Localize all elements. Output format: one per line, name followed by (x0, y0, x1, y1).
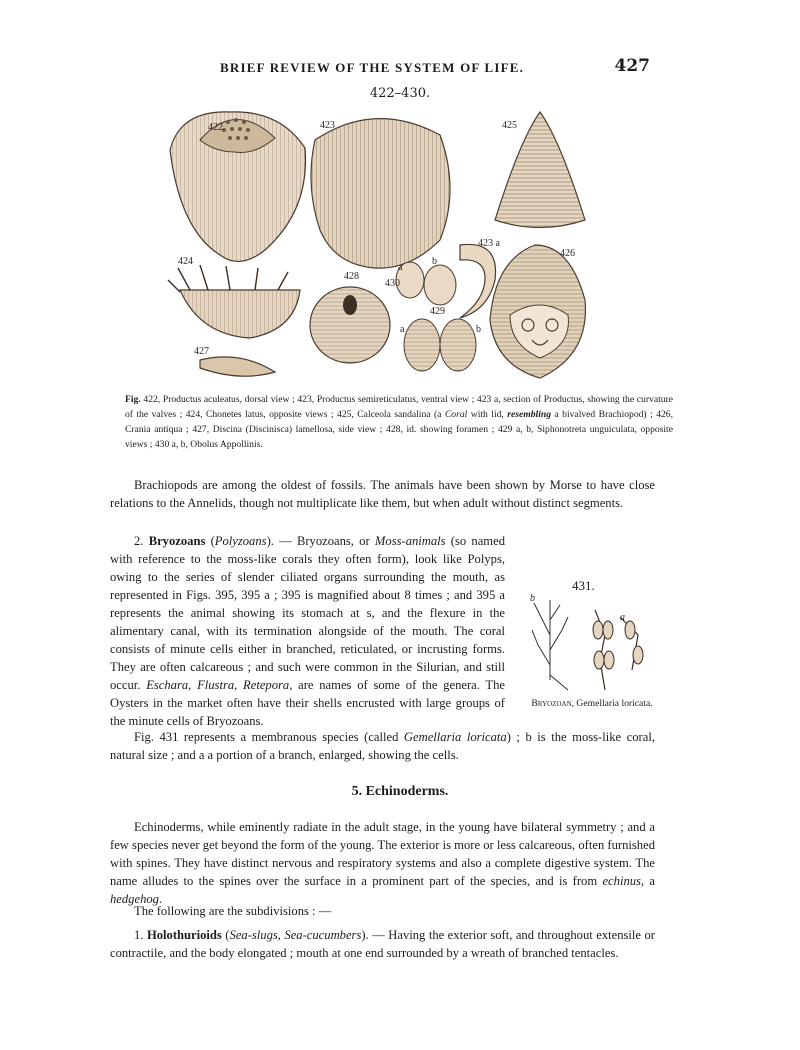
section-heading-echinoderms (0, 784, 800, 800)
fig-423-productus-semireticulatus (311, 119, 450, 268)
fig-number-429: 429 (430, 306, 445, 317)
fig-429-siphonotreta-unguiculata (404, 319, 476, 371)
bryozoans-alias: Polyzoans (214, 534, 267, 548)
echinoderms-text-2: , a (640, 874, 655, 888)
echinoderms-paragraph (110, 818, 655, 908)
caption-text-3: a bivalved Brachiopod) ; 426, Crania antiqua ; 427, Discina (Discinisca) lamellosa, side view ; 428, id. showing foramen ; 429 a, b, Siphonotreta unguiculata, opposite views ; 430 a, b, Obolus Appollinis. (125, 409, 673, 450)
bryozoans-number: 2. (134, 534, 144, 548)
hedgehog-term: hedgehog (110, 892, 159, 906)
fig-423a-productus-section (460, 244, 496, 318)
fig-letter-429b: b (476, 324, 481, 335)
plate-figure-label: 422–430. (369, 86, 431, 101)
fig-431-a-enlarged-branch (593, 610, 643, 690)
fig-number-423a: 423 a (478, 238, 500, 249)
fig-431-b-natural-size (532, 600, 568, 690)
fig-422-productus-aculeatus (170, 112, 306, 262)
bryozoans-alias-open: ( (205, 534, 215, 548)
plate-caption (125, 392, 673, 452)
echinoderms-text-3: . (158, 892, 163, 906)
bryozoans-text-2: are names of some of the genera. The Oysters in the market often have their shells encrusted with large groups of the minute cells of Bryozoans. (110, 678, 505, 728)
holothurioids-number: 1. (134, 928, 144, 942)
page-number: 427 (614, 56, 650, 76)
page-header (0, 56, 650, 80)
fig-431-caption-name: Bryozoan, (531, 698, 575, 709)
holothurioids-alias-close: ). (361, 928, 369, 942)
holothurioids-paragraph (110, 926, 655, 962)
fig-number-426: 426 (560, 248, 575, 259)
caption-text-1: 422, Productus aculeatus, dorsal view ; 423, Productus semireticulatus, ventral view ; 423 a, section of Productus, showing the curvature of the valves ; 424, Chonetes latus, opposite views ; 425, Calceola sandalina (a (125, 394, 673, 420)
echinoderms-text-1: Echinoderms, while eminently radiate in the adult stage, in the young have bilateral symmetry ; and a few species never get beyond the form of the young. The exterior is more or less calcareous, often furnished with spines. They have distinct nervous and respiratory systems and also a complete digestive system. The name alludes to the spines over the surface in a prominent part of the species, and is from (110, 820, 655, 888)
bryozoans-dash: — Bryozoans, or (273, 534, 375, 548)
fig-427-discina-side-view (200, 357, 275, 376)
fig-letter-430b: b (432, 256, 437, 267)
fig-424-chonetes-latus (168, 265, 300, 338)
fig-letter-429a: a (400, 324, 405, 335)
fig-number-425: 425 (502, 120, 517, 131)
fig-431-paragraph-species: Gemellaria loricata (403, 730, 507, 744)
fig-431-paragraph-text-1: Fig. 431 represents a membranous species (called (134, 730, 404, 744)
moss-animals-term: Moss-animals (374, 534, 446, 548)
fig-number-423: 423 (320, 120, 335, 131)
fig-428-discina-foramen (310, 287, 390, 363)
fig-number-422: 422 (208, 122, 223, 133)
holothurioids-alias-open: ( (221, 928, 230, 942)
fig-431-paragraph (110, 728, 655, 764)
section-number: 5. (351, 784, 363, 799)
fig-426-crania-antiqua (490, 245, 585, 378)
brachiopod-fossils-plate (160, 100, 620, 385)
fig-431-caption (527, 697, 657, 710)
holothurioids-heading: Holothurioids (146, 928, 222, 942)
bryozoans-text-1: (so named with reference to the moss-like corals they often form), look like Polyps, owing to the series of slender ciliated organs surrounding the mouth, as represented in Figs. 395, 395 a ; 395 is magnified about 8 times ; and 395 a represents the animal showing its stomach at s, and the flexure in the alimentary canal, with its termination alongside of the mouth. The coral consists of minute cells either in branched, reticulated, or incrusting forms. They are often calcareous ; and such were common in the Silurian, and still occur. (110, 534, 505, 692)
fig-number-428: 428 (344, 271, 359, 282)
section-title: Echinoderms. (365, 784, 449, 799)
fig-431-letter-a: a (620, 612, 625, 623)
bryozoans-heading: Bryozoans (148, 534, 206, 548)
caption-fig-prefix: Fig. (125, 394, 141, 405)
fig-431-letter-b: b (530, 593, 535, 604)
running-head: BRIEF REVIEW OF THE SYSTEM OF LIFE. (220, 60, 525, 75)
fig-number-427: 427 (194, 346, 209, 357)
fig-431-caption-species: Gemellaria loricata. (574, 698, 653, 709)
fig-letter-430a: a (398, 262, 403, 273)
echinus-term: echinus (602, 874, 641, 888)
fig-431-paragraph-text-2: ) ; b is the moss-like coral, natural size ; and a a portion of a branch, enlarged, showing the cells. (110, 730, 655, 762)
fig-431-label: 431. (572, 578, 595, 593)
bryozoan-genera: Eschara, Flustra, Retepora, (146, 678, 293, 692)
caption-resembling-word: resembling (507, 409, 551, 420)
holothurioids-text: — Having the exterior soft, and throughout extensile or contractile, and the body elongated ; mouth at one end surrounded by a wreath of branched tentacles. (110, 928, 655, 960)
brachiopods-paragraph: Brachiopods are among the oldest of fossils. The animals have been shown by Morse to have close relations to the Annelids, though not multiplicate like them, but when adult without distinct segments. (110, 478, 655, 510)
fig-430-obolus-appollinis (396, 262, 456, 305)
caption-text-2: with lid, (467, 409, 508, 420)
bryozoans-alias-close: ). (266, 534, 274, 548)
caption-coral-word: Coral (444, 409, 468, 420)
subdivisions-line: The following are the subdivisions : — (134, 904, 332, 918)
holothurioids-alias: Sea-slugs, Sea-cucumbers (229, 928, 362, 942)
fig-number-424: 424 (178, 256, 193, 267)
fig-number-430: 430 (385, 278, 400, 289)
